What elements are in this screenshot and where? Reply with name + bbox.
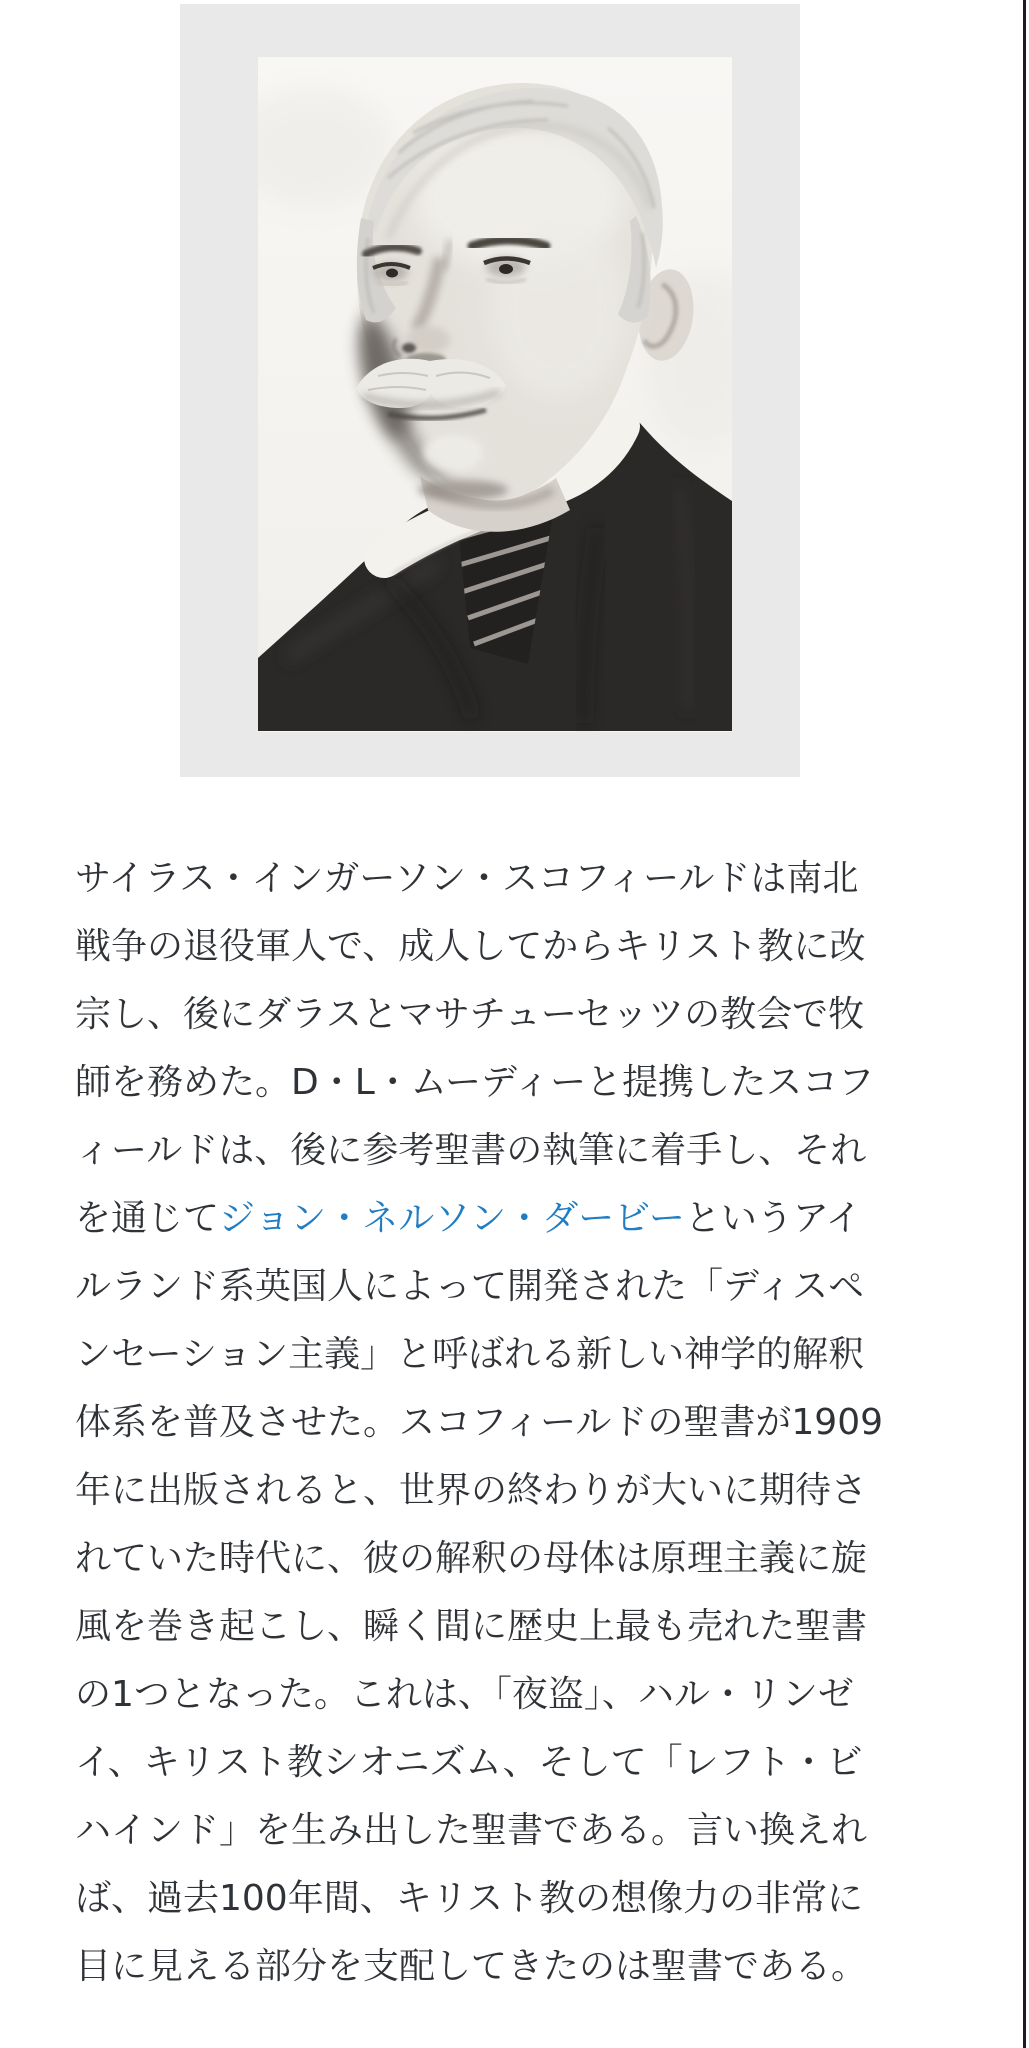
paragraph-text-after-link: というアイルランド系英国人によって開発された「ディスペンセーション主義」と呼ばれる新しい神学的解釈体系を普及させた。スコフィールドの聖書が1909年に出版されると、世界の終わりが大いに期待されていた時代に、彼の解釈の母体は原理主義に旋風を巻き起こし、瞬く間に歴史上最も売れた聖書の1つとなった。これは、「夜盗」、ハル・リンゼイ、キリスト教シオニズム、そして「レフト・ビハインド」を生み出した聖書である。言い換えれば、過去100年間、キリスト教の想像力の非常に目に見える部分を支配してきたのは聖書である。 [75,1198,884,1987]
photo-panel [180,4,800,777]
portrait-illustration [258,57,732,732]
article-paragraph [75,845,887,2001]
paragraph-text-before-link: サイラス・インガーソン・スコフィールドは南北戦争の退役軍人で、成人してからキリスト教に改宗し、後にダラスとマサチューセッツの教会で牧師を務めた。D・L・ムーディーと提携したスコフィールドは、後に参考聖書の執筆に着手し、それを通じて [75,858,875,1239]
scrollbar[interactable] [1023,0,1026,2048]
link-john-nelson-darby[interactable]: ジョン・ネルソン・ダービー [219,1198,685,1239]
portrait-photo [258,57,732,732]
